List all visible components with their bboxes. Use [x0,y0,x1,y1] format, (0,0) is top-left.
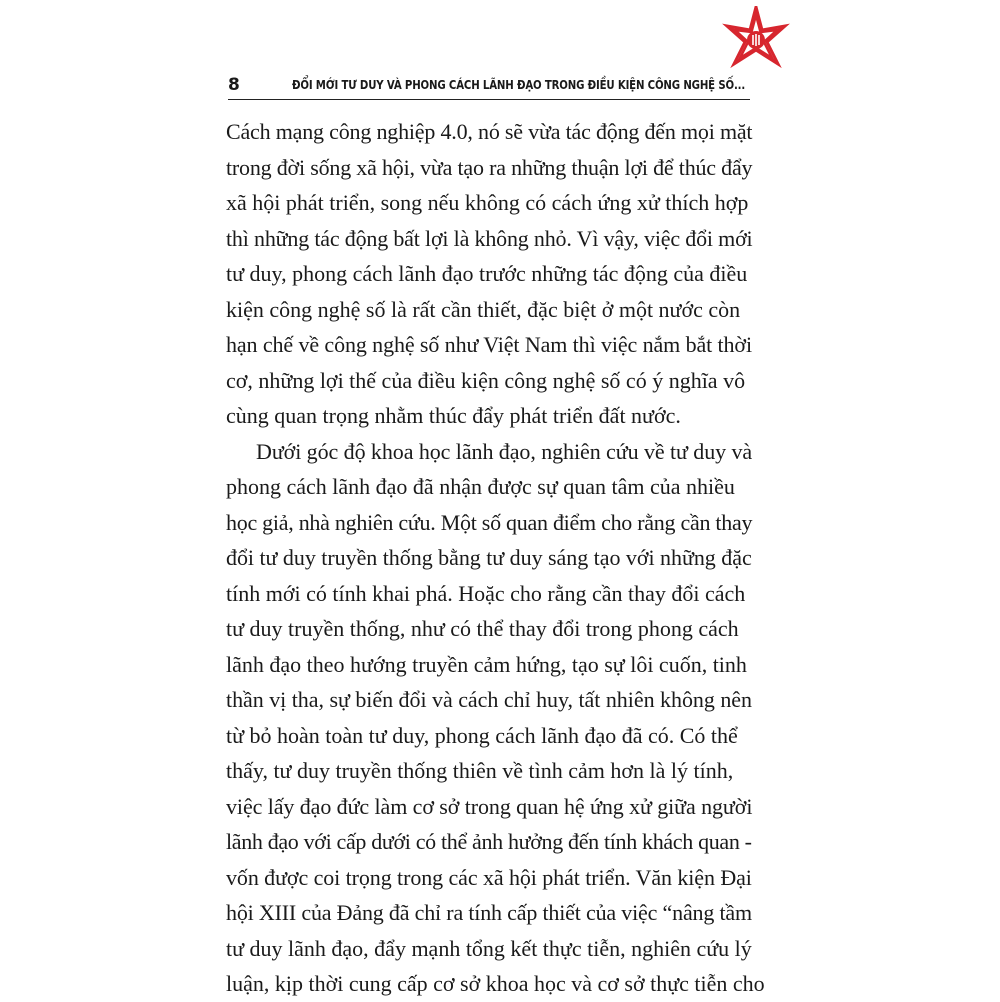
text-line: hạn chế về công nghệ số như Việt Nam thì việc nắm bắt thời [226,332,752,357]
logo-center-mark [747,31,765,49]
text-line: kiện công nghệ số là rất cần thiết, đặc biệt ở một nước còn [226,296,741,322]
text-line: cùng quan trọng nhằm thúc đẩy phát triển đất nước. [226,403,681,428]
text-line: thần vị tha, sự biến đổi và cách chỉ huy, tất nhiên không nên [226,687,752,712]
text-line: thì những tác động bất lợi là không nhỏ. Vì vậy, việc đổi mới [226,225,753,251]
text-line: vốn được coi trọng trong các xã hội phát triển. Văn kiện Đại [226,864,752,890]
text-line: Cách mạng công nghiệp 4.0, nó sẽ vừa tác động đến mọi mặt [226,119,753,144]
text-line: việc lấy đạo đức làm cơ sở trong quan hệ ứng xử giữa người [226,793,753,819]
text-line: xã hội phát triển, song nếu không có cách ứng xử thích hợp [226,190,749,215]
text-line: tư duy truyền thống, như có thể thay đổi trong phong cách [226,616,739,641]
text-line: phong cách lãnh đạo đã nhận được sự quan tâm của nhiều [226,474,735,499]
text-line: lãnh đạo theo hướng truyền cảm hứng, tạo sự lôi cuốn, tinh [226,651,747,677]
text-line: thấy, tư duy truyền thống thiên về tình cảm hơn là lý tính, [226,758,734,783]
text-line: trong đời sống xã hội, vừa tạo ra những thuận lợi để thúc đẩy [226,154,753,180]
paragraph-first-line: Dưới góc độ khoa học lãnh đạo, nghiên cứu về tư duy và [256,438,753,464]
text-line: tư duy, phong cách lãnh đạo trước những tác động của điều [226,261,748,286]
running-header-title: ĐỔI MỚI TƯ DUY VÀ PHONG CÁCH LÃNH ĐẠO TRONG ĐIỀU KIỆN CÔNG NGHỆ SỐ... [292,77,746,92]
text-line: hội XIII của Đảng đã chỉ ra tính cấp thiết của việc “nâng tầm [226,900,752,925]
text-line: tư duy lãnh đạo, đẩy mạnh tổng kết thực tiễn, nghiên cứu lý [226,935,752,961]
text-line: học giả, nhà nghiên cứu. Một số quan điểm cho rằng cần thay [226,509,753,535]
text-line: đổi tư duy truyền thống bằng tư duy sáng tạo với những đặc [226,545,752,570]
text-line: luận, kịp thời cung cấp cơ sở khoa học và cơ sở thực tiễn cho [226,971,765,996]
body-text [226,114,765,1002]
publisher-logo [722,6,790,74]
running-header [228,73,750,100]
text-line: tính mới có tính khai phá. Hoặc cho rằng cần thay đổi cách [226,580,746,606]
text-line: lãnh đạo với cấp dưới có thể ảnh hưởng đến tính khách quan - [226,829,752,854]
page-number: 8 [228,75,240,95]
text-line: từ bỏ hoàn toàn tư duy, phong cách lãnh đạo đã có. Có thể [226,722,738,748]
text-line: cơ, những lợi thế của điều kiện công nghệ số có ý nghĩa vô [226,367,746,393]
